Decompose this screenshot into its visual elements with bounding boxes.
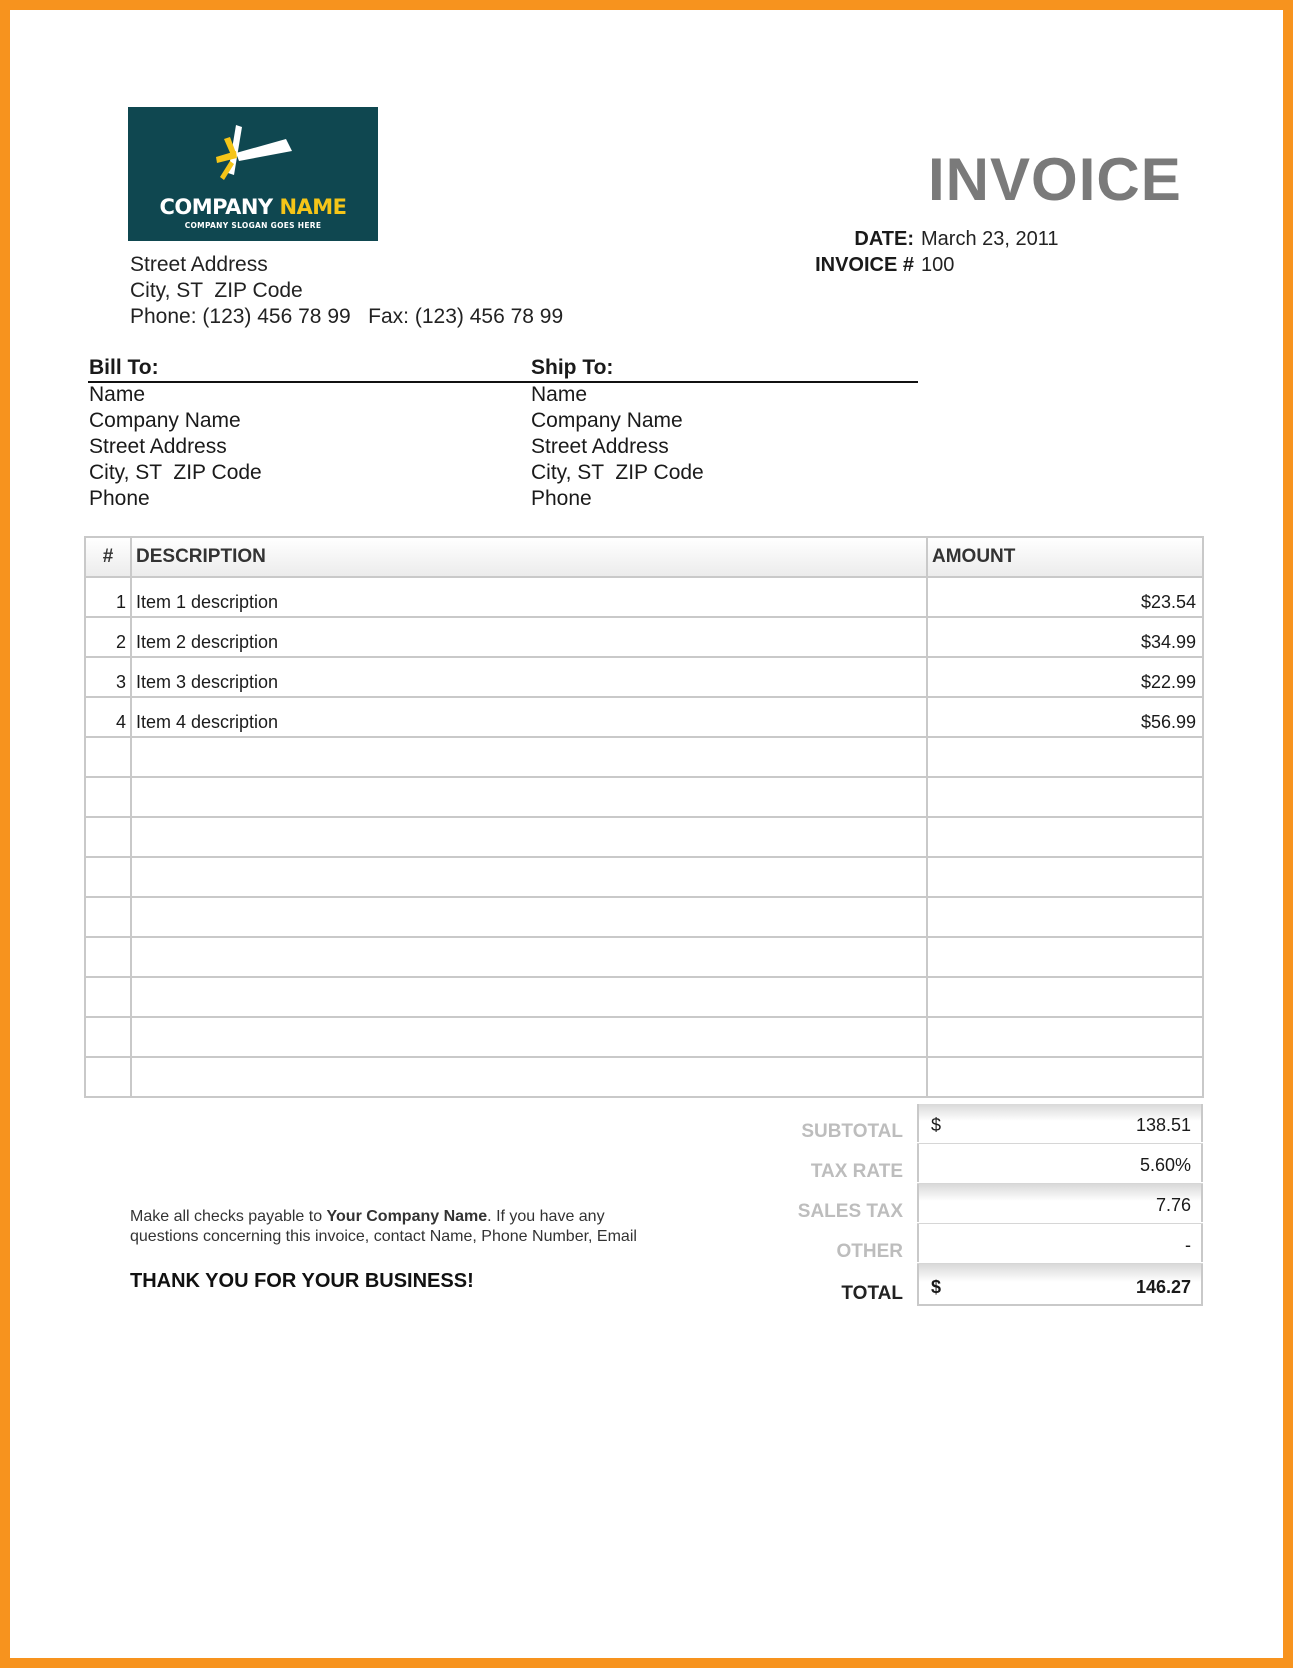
table-row	[85, 617, 1203, 657]
other-label: OTHER	[836, 1241, 903, 1262]
column-header-number: #	[85, 537, 131, 577]
row-number-cell	[85, 737, 131, 777]
logo-mark-icon	[206, 117, 296, 197]
sales-tax-value: 7.76	[1155, 1195, 1191, 1215]
note-text-start: Make all checks payable to	[130, 1208, 327, 1225]
row-description-cell	[131, 777, 927, 817]
row-number-cell	[85, 777, 131, 817]
row-description: Item 4 description	[136, 712, 279, 732]
row-amount-cell	[927, 1017, 1203, 1057]
row-number-cell	[85, 1057, 131, 1097]
bill-to-city: City, ST ZIP Code	[89, 461, 262, 484]
tax-rate-value: 5.60%	[1139, 1155, 1191, 1175]
row-amount-cell	[927, 977, 1203, 1017]
invoice-number-label: INVOICE #	[815, 254, 914, 276]
total-cell	[917, 1264, 1203, 1306]
ship-to-company: Company Name	[531, 409, 683, 432]
subtotal-currency: $	[931, 1115, 942, 1135]
row-amount: $34.99	[1140, 632, 1196, 652]
row-amount-cell	[927, 817, 1203, 857]
invoice-title: INVOICE	[928, 146, 1182, 213]
table-row	[85, 1057, 1203, 1097]
company-city: City, ST ZIP Code	[130, 279, 303, 302]
bill-to-phone: Phone	[89, 487, 150, 510]
row-description-cell	[131, 897, 927, 937]
ship-to-name: Name	[531, 383, 588, 406]
note-text-end: . If you have any	[487, 1208, 605, 1225]
row-amount-cell	[927, 777, 1203, 817]
bill-to-address	[89, 382, 262, 512]
row-number-cell	[85, 897, 131, 937]
table-row	[85, 737, 1203, 777]
thank-you-message: THANK YOU FOR YOUR BUSINESS!	[130, 1270, 474, 1292]
company-logo	[128, 107, 378, 241]
items-table	[84, 536, 1204, 1098]
table-row	[85, 1017, 1203, 1057]
row-description-cell	[131, 577, 927, 617]
row-description-cell	[131, 1057, 927, 1097]
row-amount-cell	[927, 937, 1203, 977]
row-amount-cell	[927, 737, 1203, 777]
row-number: 4	[115, 712, 126, 732]
sales-tax-cell	[917, 1184, 1203, 1222]
column-header-amount: AMOUNT	[927, 537, 1203, 577]
table-row	[85, 897, 1203, 937]
row-number-cell	[85, 697, 131, 737]
row-description: Item 2 description	[136, 632, 279, 652]
company-phone-fax: Phone: (123) 456 78 99 Fax: (123) 456 78 99	[130, 305, 564, 328]
date-label: DATE:	[854, 228, 914, 250]
row-number-cell	[85, 1017, 131, 1057]
row-number-cell	[85, 817, 131, 857]
row-amount-cell	[927, 897, 1203, 937]
row-amount-cell	[927, 857, 1203, 897]
table-row	[85, 857, 1203, 897]
date-value: March 23, 2011	[921, 228, 1059, 250]
table-row	[85, 577, 1203, 617]
ship-to-heading: Ship To:	[531, 356, 614, 379]
row-number: 3	[115, 672, 126, 692]
tax-rate-cell	[917, 1144, 1203, 1182]
row-amount-cell	[927, 577, 1203, 617]
bill-to-name: Name	[89, 383, 146, 406]
row-description: Item 1 description	[136, 592, 279, 612]
company-street: Street Address	[130, 253, 268, 276]
ship-to-address	[531, 382, 704, 512]
bill-to-heading: Bill To:	[89, 356, 159, 379]
invoice-number-value: 100	[921, 254, 955, 276]
row-number: 2	[115, 632, 126, 652]
table-row	[85, 657, 1203, 697]
row-amount-cell	[927, 657, 1203, 697]
table-row	[85, 777, 1203, 817]
row-description-cell	[131, 657, 927, 697]
table-row	[85, 977, 1203, 1017]
total-currency: $	[931, 1277, 942, 1297]
row-description-cell	[131, 857, 927, 897]
total-value: 146.27	[1135, 1277, 1191, 1297]
row-description-cell	[131, 737, 927, 777]
row-amount: $23.54	[1140, 592, 1196, 612]
logo-company-name: COMPANY NAME	[159, 195, 347, 219]
sales-tax-label: SALES TAX	[797, 1201, 903, 1222]
row-amount: $22.99	[1140, 672, 1196, 692]
row-number-cell	[85, 977, 131, 1017]
table-row	[85, 817, 1203, 857]
row-description: Item 3 description	[136, 672, 279, 692]
column-header-description: DESCRIPTION	[131, 537, 927, 577]
subtotal-value: 138.51	[1135, 1115, 1191, 1135]
note-line-2: questions concerning this invoice, contact Name, Phone Number, Email	[130, 1228, 637, 1245]
other-value: -	[1185, 1235, 1191, 1255]
logo-slogan: COMPANY SLOGAN GOES HERE	[184, 221, 322, 230]
ship-to-phone: Phone	[531, 487, 592, 510]
note-company-name: Your Company Name	[326, 1208, 488, 1225]
row-amount-cell	[927, 617, 1203, 657]
row-description-cell	[131, 977, 927, 1017]
row-number-cell	[85, 657, 131, 697]
row-description-cell	[131, 1017, 927, 1057]
company-address	[130, 252, 563, 330]
row-description-cell	[131, 817, 927, 857]
bill-to-company: Company Name	[89, 409, 241, 432]
row-description-cell	[131, 697, 927, 737]
row-number-cell	[85, 857, 131, 897]
ship-to-street: Street Address	[531, 435, 669, 458]
row-description-cell	[131, 617, 927, 657]
row-number: 1	[115, 592, 126, 612]
other-cell	[917, 1224, 1203, 1262]
total-label: TOTAL	[841, 1283, 903, 1304]
bill-to-street: Street Address	[89, 435, 227, 458]
table-header-row	[85, 537, 1203, 577]
row-number-cell	[85, 577, 131, 617]
row-amount-cell	[927, 697, 1203, 737]
payment-note	[130, 1207, 637, 1247]
row-number-cell	[85, 617, 131, 657]
table-row	[85, 697, 1203, 737]
tax-rate-label: TAX RATE	[810, 1161, 903, 1182]
subtotal-cell	[917, 1104, 1203, 1142]
subtotal-label: SUBTOTAL	[801, 1121, 903, 1142]
row-description-cell	[131, 937, 927, 977]
row-amount-cell	[927, 1057, 1203, 1097]
row-number-cell	[85, 937, 131, 977]
table-row	[85, 937, 1203, 977]
row-amount: $56.99	[1140, 712, 1196, 732]
ship-to-city: City, ST ZIP Code	[531, 461, 704, 484]
